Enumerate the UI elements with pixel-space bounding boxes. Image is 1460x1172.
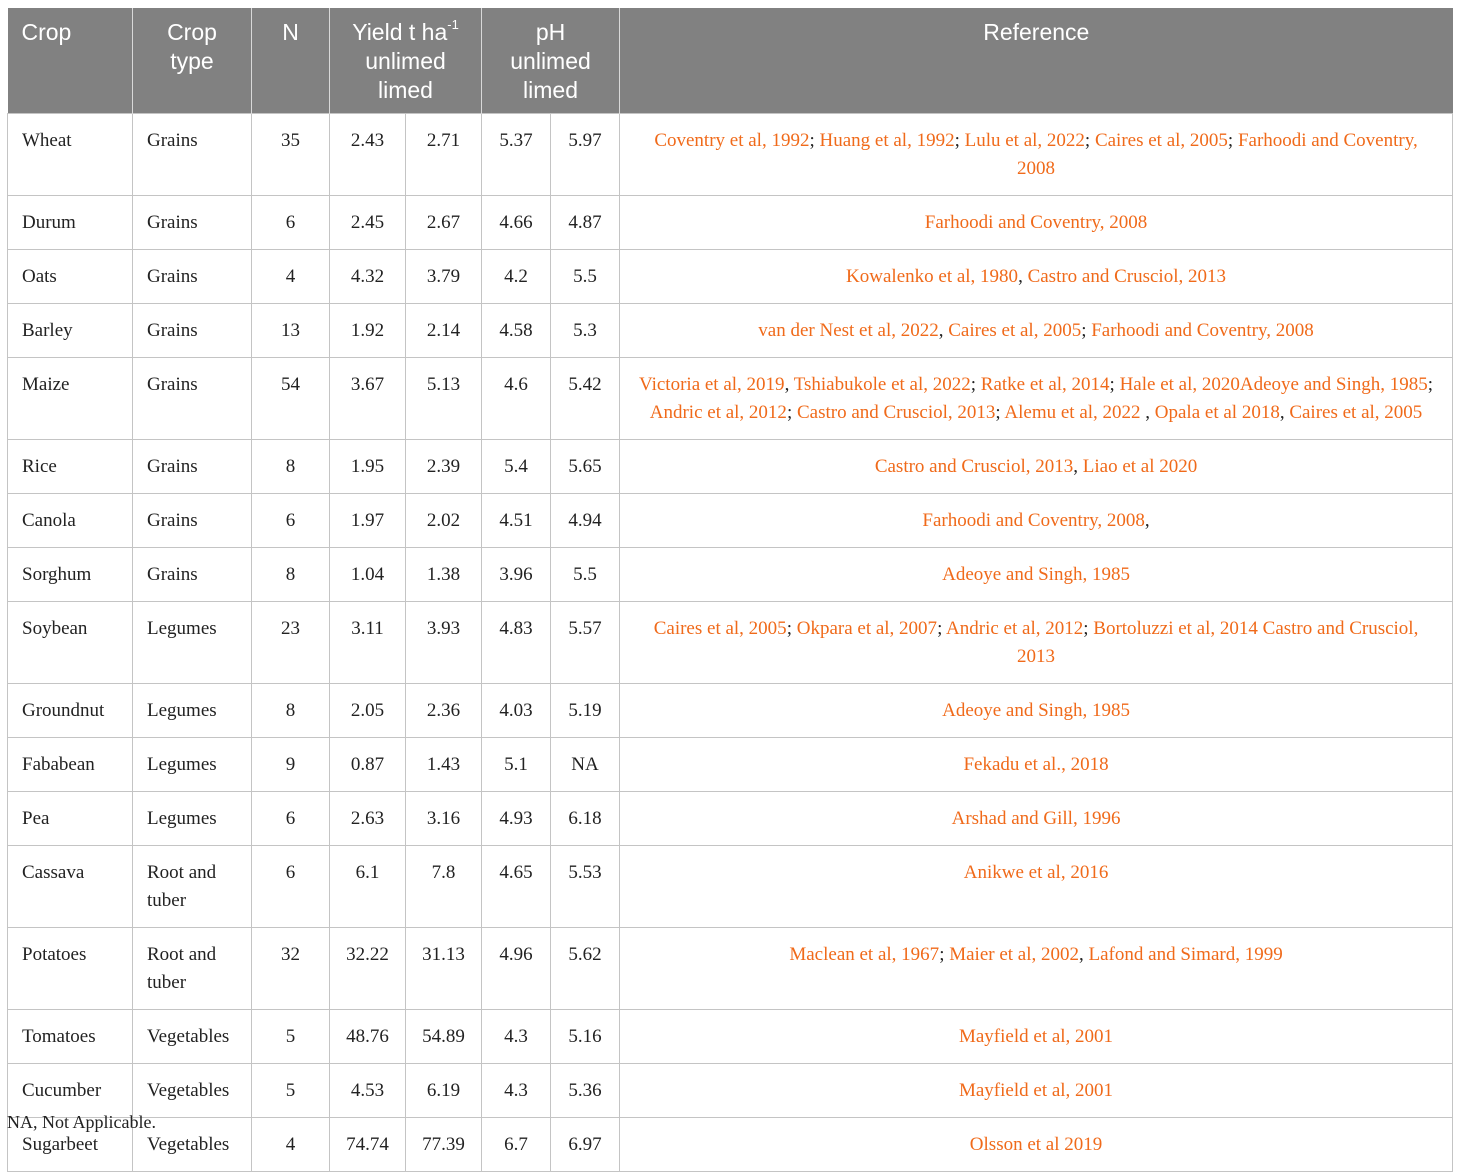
cell-yield-limed: 7.8 <box>406 846 482 928</box>
cell-crop: Rice <box>8 440 133 494</box>
cell-n: 8 <box>252 684 330 738</box>
cell-n: 6 <box>252 196 330 250</box>
reference-separator: ; <box>786 618 797 639</box>
cell-yield-unlimed: 2.63 <box>330 792 406 846</box>
cell-crop: Pea <box>8 792 133 846</box>
cell-yield-limed: 77.39 <box>406 1118 482 1172</box>
cell-ph-unlimed: 4.58 <box>482 304 551 358</box>
cell-ph-unlimed: 4.2 <box>482 250 551 304</box>
cell-ph-unlimed: 4.3 <box>482 1010 551 1064</box>
cell-reference <box>620 602 1453 684</box>
reference-separator: ; <box>970 374 981 395</box>
table-row <box>8 494 1453 548</box>
table-row <box>8 1064 1453 1118</box>
table-row <box>8 1118 1453 1172</box>
cell-yield-limed: 3.79 <box>406 250 482 304</box>
cell-crop: Soybean <box>8 602 133 684</box>
reference-separator: , <box>938 320 949 341</box>
reference-separator: ; <box>786 402 797 423</box>
reference-link[interactable]: Castro and Crusciol, 2013 <box>874 456 1074 477</box>
reference-link[interactable]: Mayfield et al, 2001 <box>958 1026 1114 1047</box>
header-crop-type: Crop type <box>133 8 252 114</box>
cell-crop-type: Legumes <box>133 738 252 792</box>
cell-yield-limed: 54.89 <box>406 1010 482 1064</box>
reference-link[interactable]: Anikwe et al, 2016 <box>963 862 1109 883</box>
reference-link[interactable]: Adeoye and Singh, 1985 <box>942 700 1130 721</box>
cell-ph-limed: 5.36 <box>551 1064 620 1118</box>
reference-separator: , <box>1018 266 1028 287</box>
reference-separator: , <box>1144 510 1150 531</box>
cell-ph-unlimed: 4.65 <box>482 846 551 928</box>
header-reference: Reference <box>620 8 1453 114</box>
table-row <box>8 440 1453 494</box>
cell-n: 35 <box>252 114 330 196</box>
cell-ph-unlimed: 4.03 <box>482 684 551 738</box>
cell-reference <box>620 792 1453 846</box>
cell-ph-unlimed: 4.66 <box>482 196 551 250</box>
cell-yield-unlimed: 1.92 <box>330 304 406 358</box>
table-body <box>8 114 1453 1172</box>
cell-yield-unlimed: 1.95 <box>330 440 406 494</box>
table-row <box>8 548 1453 602</box>
reference-link[interactable]: Adeoye and Singh, 1985 <box>1239 374 1428 395</box>
cell-crop-type: Root and tuber <box>133 846 252 928</box>
reference-separator: , <box>1079 944 1089 965</box>
reference-separator: ; <box>1427 374 1434 395</box>
reference-separator: , <box>784 374 794 395</box>
cell-crop-type: Grains <box>133 114 252 196</box>
cell-ph-limed: 5.19 <box>551 684 620 738</box>
cell-reference <box>620 196 1453 250</box>
reference-link[interactable]: Fekadu et al., 2018 <box>963 754 1109 775</box>
reference-link[interactable]: Caires et al, 2005 <box>1094 130 1228 151</box>
cell-ph-limed: 5.3 <box>551 304 620 358</box>
table-row <box>8 684 1453 738</box>
cell-yield-unlimed: 74.74 <box>330 1118 406 1172</box>
reference-separator: ; <box>1081 320 1092 341</box>
cell-reference <box>620 250 1453 304</box>
table-row <box>8 928 1453 1010</box>
cell-ph-unlimed: 4.96 <box>482 928 551 1010</box>
cell-yield-unlimed: 2.43 <box>330 114 406 196</box>
cell-reference <box>620 1064 1453 1118</box>
cell-n: 5 <box>252 1010 330 1064</box>
header-yield: Yield t $ha^{-1}$ unlimed limed <box>330 8 482 114</box>
cell-n: 32 <box>252 928 330 1010</box>
reference-link[interactable]: Caires et al, 2005 <box>948 320 1082 341</box>
reference-link[interactable]: van der Nest et al, 2022 <box>758 320 939 341</box>
table-row <box>8 304 1453 358</box>
table-row <box>8 114 1453 196</box>
cell-reference <box>620 928 1453 1010</box>
reference-link[interactable]: Olsson et al 2019 <box>969 1134 1103 1155</box>
table-row <box>8 846 1453 928</box>
cell-yield-limed: 2.36 <box>406 684 482 738</box>
reference-separator: , <box>1279 402 1290 423</box>
cell-ph-limed: 4.87 <box>551 196 620 250</box>
cell-n: 8 <box>252 548 330 602</box>
reference-link[interactable]: Coventry et al, 1992 <box>654 130 810 151</box>
reference-link[interactable]: Maclean et al, 1967 <box>789 944 940 965</box>
reference-link[interactable]: Lafond and Simard, 1999 <box>1088 944 1283 965</box>
cell-yield-unlimed: 3.11 <box>330 602 406 684</box>
cell-crop-type: Grains <box>133 358 252 440</box>
cell-reference <box>620 548 1453 602</box>
cell-n: 13 <box>252 304 330 358</box>
cell-n: 8 <box>252 440 330 494</box>
cell-ph-limed: 6.97 <box>551 1118 620 1172</box>
cell-yield-limed: 2.67 <box>406 196 482 250</box>
reference-separator: ; <box>954 130 965 151</box>
cell-reference <box>620 440 1453 494</box>
reference-separator: ; <box>1227 130 1238 151</box>
reference-link[interactable]: Castro and Crusciol, 2013 <box>1017 618 1419 667</box>
reference-link[interactable]: Mayfield et al, 2001 <box>958 1080 1114 1101</box>
cell-yield-limed: 2.71 <box>406 114 482 196</box>
cell-n: 23 <box>252 602 330 684</box>
cell-crop: Cassava <box>8 846 133 928</box>
table-row <box>8 738 1453 792</box>
reference-link[interactable]: Tshiabukole et al, 2022 <box>793 374 971 395</box>
cell-ph-limed: NA <box>551 738 620 792</box>
cell-ph-limed: 5.53 <box>551 846 620 928</box>
reference-link[interactable]: Liao et al 2020 <box>1082 456 1198 477</box>
cell-ph-unlimed: 3.96 <box>482 548 551 602</box>
cell-ph-limed: 6.18 <box>551 792 620 846</box>
cell-crop-type: Grains <box>133 196 252 250</box>
reference-link[interactable]: Victoria et al, 2019 <box>639 374 785 395</box>
cell-crop-type: Grains <box>133 440 252 494</box>
cell-crop-type: Grains <box>133 304 252 358</box>
header-n: N <box>252 8 330 114</box>
crop-yield-table <box>7 8 1453 1172</box>
cell-reference <box>620 114 1453 196</box>
cell-yield-limed: 2.39 <box>406 440 482 494</box>
cell-crop-type: Vegetables <box>133 1064 252 1118</box>
reference-link[interactable]: Farhoodi and Coventry, 2008 <box>1017 130 1418 179</box>
cell-yield-unlimed: 32.22 <box>330 928 406 1010</box>
cell-yield-limed: 2.14 <box>406 304 482 358</box>
cell-ph-unlimed: 4.51 <box>482 494 551 548</box>
reference-link[interactable]: Okpara et al, 2007 <box>796 618 938 639</box>
cell-yield-limed: 3.16 <box>406 792 482 846</box>
reference-separator: ; <box>809 130 820 151</box>
cell-n: 6 <box>252 846 330 928</box>
table-row <box>8 792 1453 846</box>
cell-n: 5 <box>252 1064 330 1118</box>
cell-ph-limed: 5.16 <box>551 1010 620 1064</box>
cell-yield-unlimed: 1.04 <box>330 548 406 602</box>
cell-yield-limed: 3.93 <box>406 602 482 684</box>
cell-reference <box>620 684 1453 738</box>
cell-crop: Groundnut <box>8 684 133 738</box>
reference-link[interactable]: Maier et al, 2002 <box>949 944 1080 965</box>
cell-reference <box>620 304 1453 358</box>
reference-link[interactable]: Hale et al, 2020 <box>1119 374 1240 395</box>
reference-link[interactable]: Castro and Crusciol, 2013 <box>796 402 996 423</box>
cell-ph-unlimed: 4.6 <box>482 358 551 440</box>
cell-yield-unlimed: 4.53 <box>330 1064 406 1118</box>
reference-link[interactable]: Huang et al, 1992 <box>819 130 955 151</box>
cell-crop: Sugarbeet <box>8 1118 133 1172</box>
reference-link[interactable]: Arshad and Gill, 1996 <box>951 808 1121 829</box>
cell-crop: Wheat <box>8 114 133 196</box>
reference-link[interactable]: Farhoodi and Coventry, 2008 <box>922 510 1145 531</box>
cell-crop-type: Grains <box>133 494 252 548</box>
cell-reference <box>620 1118 1453 1172</box>
cell-ph-unlimed: 5.37 <box>482 114 551 196</box>
table-row <box>8 1010 1453 1064</box>
reference-link[interactable]: Alemu et al, 2022 <box>1004 402 1141 423</box>
table-row <box>8 196 1453 250</box>
cell-ph-unlimed: 4.3 <box>482 1064 551 1118</box>
cell-ph-limed: 5.97 <box>551 114 620 196</box>
reference-link[interactable]: Caires et al, 2005 <box>653 618 787 639</box>
cell-yield-unlimed: 2.45 <box>330 196 406 250</box>
cell-reference <box>620 846 1453 928</box>
cell-ph-unlimed: 5.4 <box>482 440 551 494</box>
reference-link[interactable]: Opala et al 2018 <box>1154 402 1280 423</box>
cell-yield-unlimed: 48.76 <box>330 1010 406 1064</box>
reference-link[interactable]: Kowalenko et al, 1980 <box>846 266 1019 287</box>
cell-ph-limed: 5.5 <box>551 250 620 304</box>
cell-yield-unlimed: 0.87 <box>330 738 406 792</box>
cell-crop-type: Root and tuber <box>133 928 252 1010</box>
reference-link[interactable]: Andric et al, 2012 <box>946 618 1084 639</box>
cell-crop: Cucumber <box>8 1064 133 1118</box>
cell-ph-limed: 5.62 <box>551 928 620 1010</box>
reference-link[interactable]: Caires et al, 2005 <box>1289 402 1423 423</box>
cell-ph-unlimed: 4.83 <box>482 602 551 684</box>
cell-crop: Sorghum <box>8 548 133 602</box>
reference-link[interactable]: Lulu et al, 2022 <box>964 130 1085 151</box>
reference-separator: , <box>1140 402 1155 423</box>
header-ph: pH unlimed limed <box>482 8 620 114</box>
cell-yield-limed: 2.02 <box>406 494 482 548</box>
cell-yield-limed: 5.13 <box>406 358 482 440</box>
cell-crop: Durum <box>8 196 133 250</box>
reference-link[interactable]: Farhoodi and Coventry, 2008 <box>1091 320 1314 341</box>
cell-crop-type: Legumes <box>133 602 252 684</box>
header-row <box>8 8 1453 114</box>
cell-crop: Tomatoes <box>8 1010 133 1064</box>
cell-n: 9 <box>252 738 330 792</box>
reference-separator: ; <box>1109 374 1120 395</box>
reference-link[interactable]: Farhoodi and Coventry, 2008 <box>924 212 1148 233</box>
cell-yield-unlimed: 3.67 <box>330 358 406 440</box>
cell-n: 4 <box>252 250 330 304</box>
cell-yield-limed: 6.19 <box>406 1064 482 1118</box>
cell-reference <box>620 358 1453 440</box>
cell-n: 54 <box>252 358 330 440</box>
cell-crop: Oats <box>8 250 133 304</box>
cell-yield-limed: 1.43 <box>406 738 482 792</box>
cell-reference <box>620 494 1453 548</box>
reference-separator: ; <box>1084 130 1095 151</box>
cell-crop-type: Legumes <box>133 684 252 738</box>
cell-ph-limed: 4.94 <box>551 494 620 548</box>
cell-crop: Barley <box>8 304 133 358</box>
cell-n: 4 <box>252 1118 330 1172</box>
reference-separator: ; <box>995 402 1005 423</box>
cell-ph-unlimed: 4.93 <box>482 792 551 846</box>
cell-crop: Fababean <box>8 738 133 792</box>
table-row <box>8 602 1453 684</box>
cell-yield-unlimed: 1.97 <box>330 494 406 548</box>
cell-yield-unlimed: 2.05 <box>330 684 406 738</box>
cell-ph-limed: 5.5 <box>551 548 620 602</box>
cell-crop-type: Vegetables <box>133 1118 252 1172</box>
cell-crop: Potatoes <box>8 928 133 1010</box>
reference-separator: ; <box>939 944 950 965</box>
reference-link[interactable]: Ratke et al, 2014 <box>980 374 1110 395</box>
cell-reference <box>620 738 1453 792</box>
cell-ph-unlimed: 5.1 <box>482 738 551 792</box>
cell-yield-limed: 1.38 <box>406 548 482 602</box>
footnote: NA, Not Applicable. <box>7 1112 156 1132</box>
reference-link[interactable]: Castro and Crusciol, 2013 <box>1027 266 1226 287</box>
cell-crop: Canola <box>8 494 133 548</box>
cell-n: 6 <box>252 792 330 846</box>
cell-ph-unlimed: 6.7 <box>482 1118 551 1172</box>
cell-crop-type: Vegetables <box>133 1010 252 1064</box>
cell-ph-limed: 5.65 <box>551 440 620 494</box>
cell-yield-unlimed: 4.32 <box>330 250 406 304</box>
cell-ph-limed: 5.42 <box>551 358 620 440</box>
cell-reference <box>620 1010 1453 1064</box>
cell-yield-unlimed: 6.1 <box>330 846 406 928</box>
reference-link[interactable]: Andric et al, 2012 <box>649 402 787 423</box>
reference-separator: ; <box>937 618 947 639</box>
cell-crop: Maize <box>8 358 133 440</box>
cell-crop-type: Legumes <box>133 792 252 846</box>
header-crop: Crop <box>8 8 133 114</box>
reference-separator: ; <box>1083 618 1094 639</box>
reference-separator: , <box>1073 456 1083 477</box>
reference-link[interactable]: Bortoluzzi et al, 2014 <box>1093 618 1258 639</box>
cell-yield-limed: 31.13 <box>406 928 482 1010</box>
table-row <box>8 250 1453 304</box>
reference-link[interactable]: Adeoye and Singh, 1985 <box>942 564 1130 585</box>
cell-crop-type: Grains <box>133 250 252 304</box>
cell-n: 6 <box>252 494 330 548</box>
cell-crop-type: Grains <box>133 548 252 602</box>
table-row <box>8 358 1453 440</box>
cell-ph-limed: 5.57 <box>551 602 620 684</box>
